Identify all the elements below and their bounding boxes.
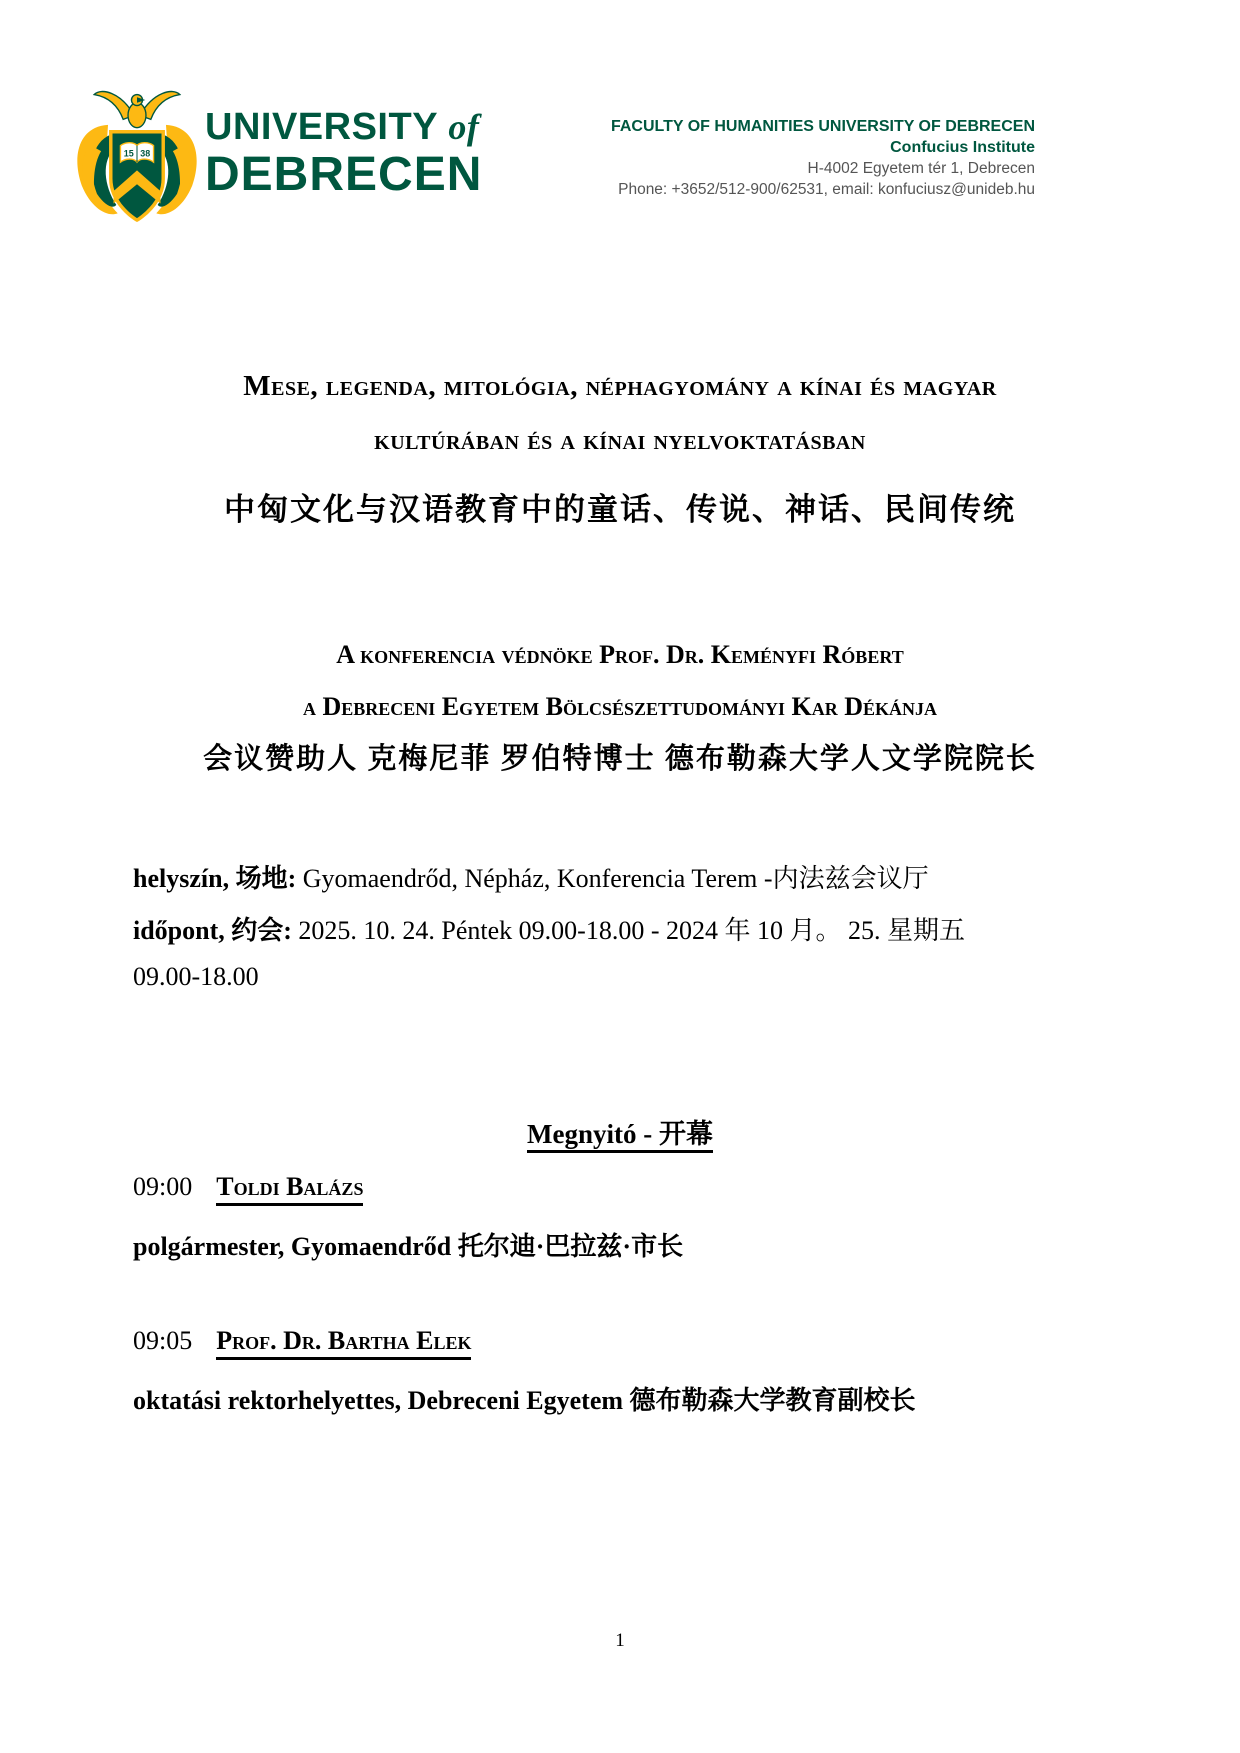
university-crest-logo — [68, 82, 206, 234]
conference-title-zh: 中匈文化与汉语教育中的童话、传说、神话、民间传统 — [224, 492, 1016, 527]
logo-university-word: UNIVERSITY — [205, 106, 438, 148]
header-contact-block — [611, 116, 1035, 200]
venue-label: helyszín, 场地: — [133, 864, 297, 893]
crest-year-left: 15 — [123, 148, 134, 159]
time-line — [133, 910, 1107, 947]
time-label: időpont, 约会: — [133, 916, 292, 945]
time-value: 2025. 10. 24. Péntek 09.00-18.00 - 2024 年 10 月。 25. 星期五 — [291, 916, 966, 945]
opening-section-title: Megnyitó - 开幕 — [527, 1119, 713, 1153]
program-item — [133, 1326, 1107, 1360]
logo-wordmark — [205, 108, 482, 199]
time-line-continuation: 09.00-18.00 — [133, 962, 259, 991]
program-item-time: 09:05 — [133, 1326, 193, 1355]
logo-of-word: of — [448, 107, 480, 147]
opening-section-heading — [133, 1112, 1107, 1151]
institute-line: Confucius Institute — [890, 139, 1035, 156]
conference-title-hu-line1: Mese, legenda, mitológia, néphagyomány a kínai és magyar — [243, 370, 997, 402]
patron-line2: a Debreceni Egyetem Bölcsészettudományi Kar Dékánja — [302, 692, 938, 721]
page-number: 1 — [615, 1630, 625, 1651]
logo-debrecen-word: DEBRECEN — [205, 148, 483, 201]
program-item-speaker: Prof. Dr. Bartha Elek — [216, 1326, 471, 1360]
venue-line — [133, 858, 1107, 895]
venue-value: Gyomaendrőd, Népház, Konferencia Terem -内法兹会议厅 — [296, 864, 929, 893]
conference-title-hu-line2: kultúrában és a kínai nyelvoktatásban — [374, 424, 866, 456]
program-item-role: oktatási rektorhelyettes, Debreceni Egyetem 德布勒森大学教育副校长 — [133, 1386, 916, 1415]
program-item — [133, 1172, 1107, 1206]
program-item-role: polgármester, Gyomaendrőd 托尔迪·巴拉兹·市长 — [133, 1232, 684, 1261]
program-item-time: 09:00 — [133, 1172, 193, 1201]
crest-year-right: 38 — [140, 148, 151, 159]
address-line: H-4002 Egyetem tér 1, Debrecen — [807, 160, 1035, 177]
phoenix-icon — [94, 92, 180, 128]
phone-email-line: Phone: +3652/512-900/62531, email: konfuciusz@unideb.hu — [618, 181, 1035, 198]
patron-line1: A konferencia védnöke Prof. Dr. Keményfi Róbert — [336, 640, 904, 669]
faculty-line: FACULTY OF HUMANITIES UNIVERSITY OF DEBRECEN — [610, 118, 1035, 135]
program-item-speaker: Toldi Balázs — [216, 1172, 363, 1206]
patron-line-zh: 会议赞助人 克梅尼菲 罗伯特博士 德布勒森大学人文学院院长 — [203, 743, 1037, 775]
